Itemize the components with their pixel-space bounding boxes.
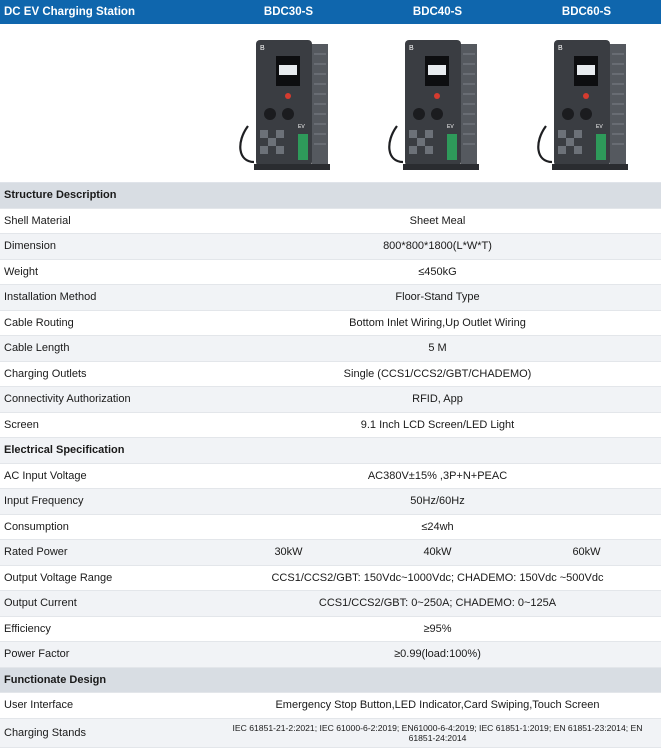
table-row [0,413,661,439]
charger-badge-text: EV [595,124,603,130]
row-value: 9.1 Inch LCD Screen/LED Light [360,418,515,431]
row-label: Output Current [4,597,77,610]
table-header [0,0,661,24]
table-row [0,311,661,337]
svg-text:B: B [557,45,563,52]
section-functionate: Functionate Design [0,668,661,694]
row-label: Installation Method [4,291,97,304]
row-label: Cable Routing [4,316,74,329]
row-value: CCS1/CCS2/GBT: 0~250A; CHADEMO: 0~125A [318,597,557,610]
rated-power-bdc60: 60kW [572,546,601,559]
row-label: Connectivity Authorization [4,393,131,406]
table-row [0,387,661,413]
charger-badge-text: EV [446,124,454,130]
table-row [0,285,661,311]
row-label: Charging Stands [4,726,86,739]
model-3-heading: BDC60-S [561,6,612,18]
table-row [0,234,661,260]
row-label: Consumption [4,520,69,533]
table-row [0,591,661,617]
rated-power-bdc30: 30kW [274,546,303,559]
table-row [0,642,661,668]
table-row [0,362,661,388]
row-label: Cable Length [4,342,70,355]
row-label: Input Frequency [4,495,84,508]
row-value: AC380V±15% ,3P+N+PEAC [367,469,508,482]
table-row [0,566,661,592]
row-label: Dimension [4,240,56,253]
row-value: Floor-Stand Type [395,291,480,304]
charger-image-bdc60 [532,34,642,176]
row-value: 5 M [428,342,447,355]
row-value: CCS1/CCS2/GBT: 150Vdc~1000Vdc; CHADEMO: 150Vdc ~500Vdc [271,571,604,584]
svg-text:B: B [408,45,414,52]
row-label: Efficiency [4,622,51,635]
table-row [0,209,661,235]
charger-image-bdc40 [383,34,493,176]
row-value: Sheet Meal [409,214,466,227]
row-label: Rated Power [4,546,68,559]
row-label: Weight [4,265,39,278]
table-row [0,489,661,515]
table-row [0,464,661,490]
row-value: ≤24wh [421,520,454,533]
charger-image-bdc30 [234,34,344,176]
row-label: Screen [4,418,39,431]
row-label: Charging Outlets [4,367,87,380]
rated-power-bdc40: 40kW [423,546,452,559]
row-value: Bottom Inlet Wiring,Up Outlet Wiring [349,316,526,329]
row-label: Shell Material [4,214,71,227]
table-row [0,336,661,362]
svg-text:B: B [259,45,265,52]
row-label: User Interface [4,699,74,712]
row-value: IEC 61851-21-2:2021; IEC 61000-6-2:2019; EN61000-6-4:2019; IEC 61851-1:2019; EN 61851-23:2014; EN 61851-24:2014 [232,722,643,743]
row-label: Power Factor [4,648,70,661]
table-row [0,719,661,748]
row-value: ≤450kG [418,265,457,278]
table-row [0,260,661,286]
table-row [0,693,661,719]
section-electrical: Electrical Specification [0,438,661,464]
table-row [0,515,661,541]
header-title: DC EV Charging Station [4,6,135,18]
model-2-heading: BDC40-S [412,6,463,18]
row-value: ≥0.99(load:100%) [394,648,481,661]
row-label: AC Input Voltage [4,469,87,482]
row-value: Emergency Stop Button,LED Indicator,Card Swiping,Touch Screen [275,699,600,712]
section-structure: Structure Description [0,183,661,209]
charger-badge-text: EV [297,124,305,130]
row-value: ≥95% [423,622,452,635]
model-1-heading: BDC30-S [263,6,314,18]
row-value: 800*800*1800(L*W*T) [383,240,492,253]
row-value: 50Hz/60Hz [410,495,465,508]
table-row [0,617,661,643]
row-value: RFID, App [412,393,463,406]
table-row [0,540,661,566]
row-value: Single (CCS1/CCS2/GBT/CHADEMO) [343,367,532,380]
row-label: Output Voltage Range [4,571,113,584]
product-image-row [0,24,661,183]
